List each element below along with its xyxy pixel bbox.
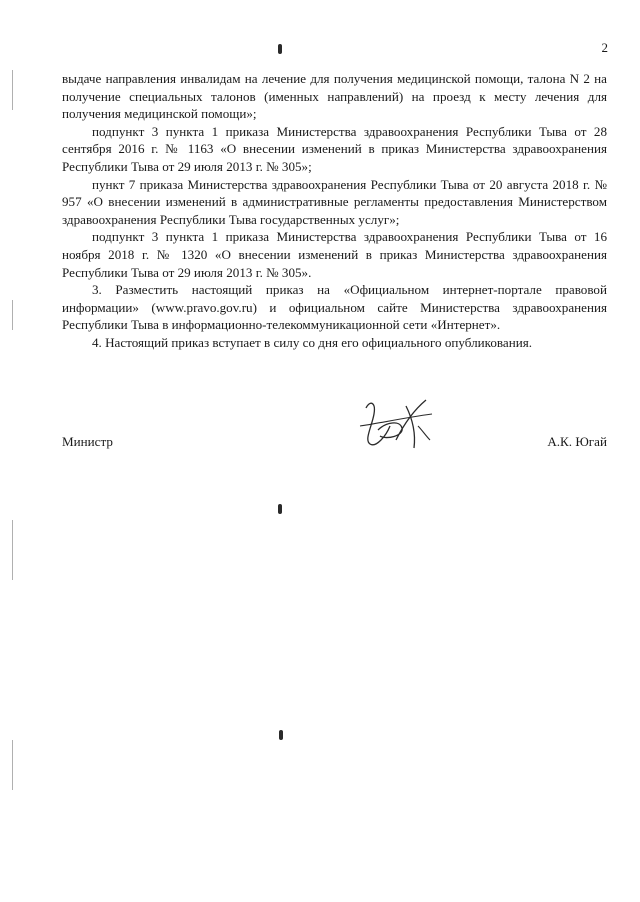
paragraph: подпункт 3 пункта 1 приказа Министерства здравоохранения Республики Тыва от 28 сентября 2016 г. № 1163 «О внесении изменений в приказ Министерства здравоохранения Республики Тыва от 29 июля 2013 г. № 305»; (62, 123, 607, 174)
scan-edge-mark (12, 70, 13, 110)
scan-mark-bottom (279, 730, 283, 740)
scan-mark-middle (278, 504, 282, 514)
paragraph: выдаче направления инвалидам на лечение для получения медицинской помощи, талона N 2 на получение специальных талонов (именных направлений) на проезд к месту лечения для получения медицинской помощи»; (62, 71, 607, 122)
paragraph: 3. Разместить настоящий приказ на «Официальном интернет-портале правовой информации» (www.pravo.gov.ru) и официальном сайте Министерства здравоохранения Республики Тыва в информационно-телекоммуникационной сети «Интернет». (62, 282, 607, 333)
signature-block (62, 434, 607, 454)
scan-edge-mark (12, 300, 13, 330)
signatory-title: Министр (62, 434, 113, 449)
paragraph: 4. Настоящий приказ вступает в силу со дня его официального опубликования. (92, 334, 533, 350)
paragraph: подпункт 3 пункта 1 приказа Министерства здравоохранения Республики Тыва от 16 ноября 2018 г. № 1320 «О внесении изменений в приказ Министерства здравоохранения Республики Тыва от 29 июля 2013 г. № 305». (62, 229, 607, 280)
document-body (62, 70, 607, 352)
signatory-name: А.К. Югай (547, 434, 607, 449)
paragraph: пункт 7 приказа Министерства здравоохранения Республики Тыва от 20 августа 2018 г. № 957 «О внесении изменений в административные регламенты предоставления Министерством здравоохранения Республики Тыва государственных услуг»; (62, 176, 607, 227)
scan-edge-mark (12, 520, 13, 580)
scan-mark-top (278, 44, 282, 54)
scan-edge-mark (12, 740, 13, 790)
page-number: 2 (601, 40, 608, 55)
